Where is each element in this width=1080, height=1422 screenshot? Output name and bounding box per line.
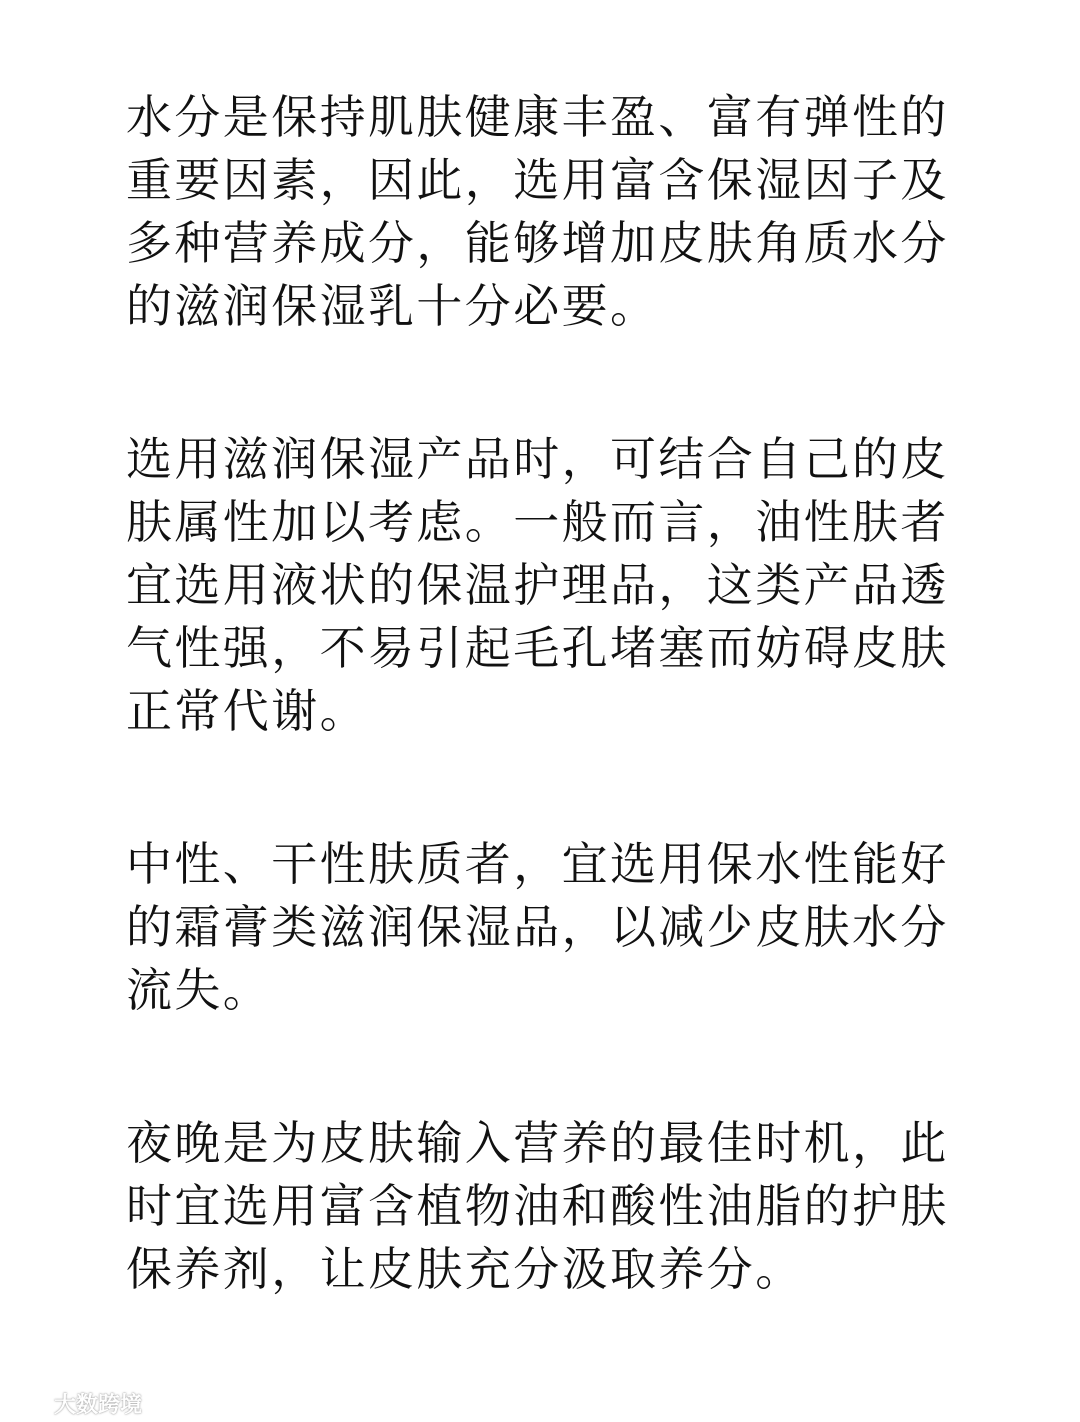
watermark-text: 大数跨境 xyxy=(54,1393,143,1418)
watermark xyxy=(6,1388,142,1419)
weibo-logo-icon xyxy=(6,1391,48,1417)
article-body xyxy=(126,86,956,1301)
paragraph-night-care: 夜晚是为皮肤输入营养的最佳时机，此时宜选用富含植物油和酸性油脂的护肤保养剂，让皮肤充分汲取养分。 xyxy=(126,1116,949,1296)
paragraph-dry-skin: 中性、干性肤质者，宜选用保水性能好的霜膏类滋润保湿品，以减少皮肤水分流失。 xyxy=(126,837,949,1017)
paragraph-oily-skin: 选用滋润保湿产品时，可结合自己的皮肤属性加以考虑。一般而言，油性肤者宜选用液状的保温护理品，这类产品透气性强，不易引起毛孔堵塞而妨碍皮肤正常代谢。 xyxy=(126,432,949,738)
paragraph-moisture: 水分是保持肌肤健康丰盈、富有弹性的重要因素，因此，选用富含保湿因子及多种营养成分，能够增加皮肤角质水分的滋润保湿乳十分必要。 xyxy=(126,90,949,333)
